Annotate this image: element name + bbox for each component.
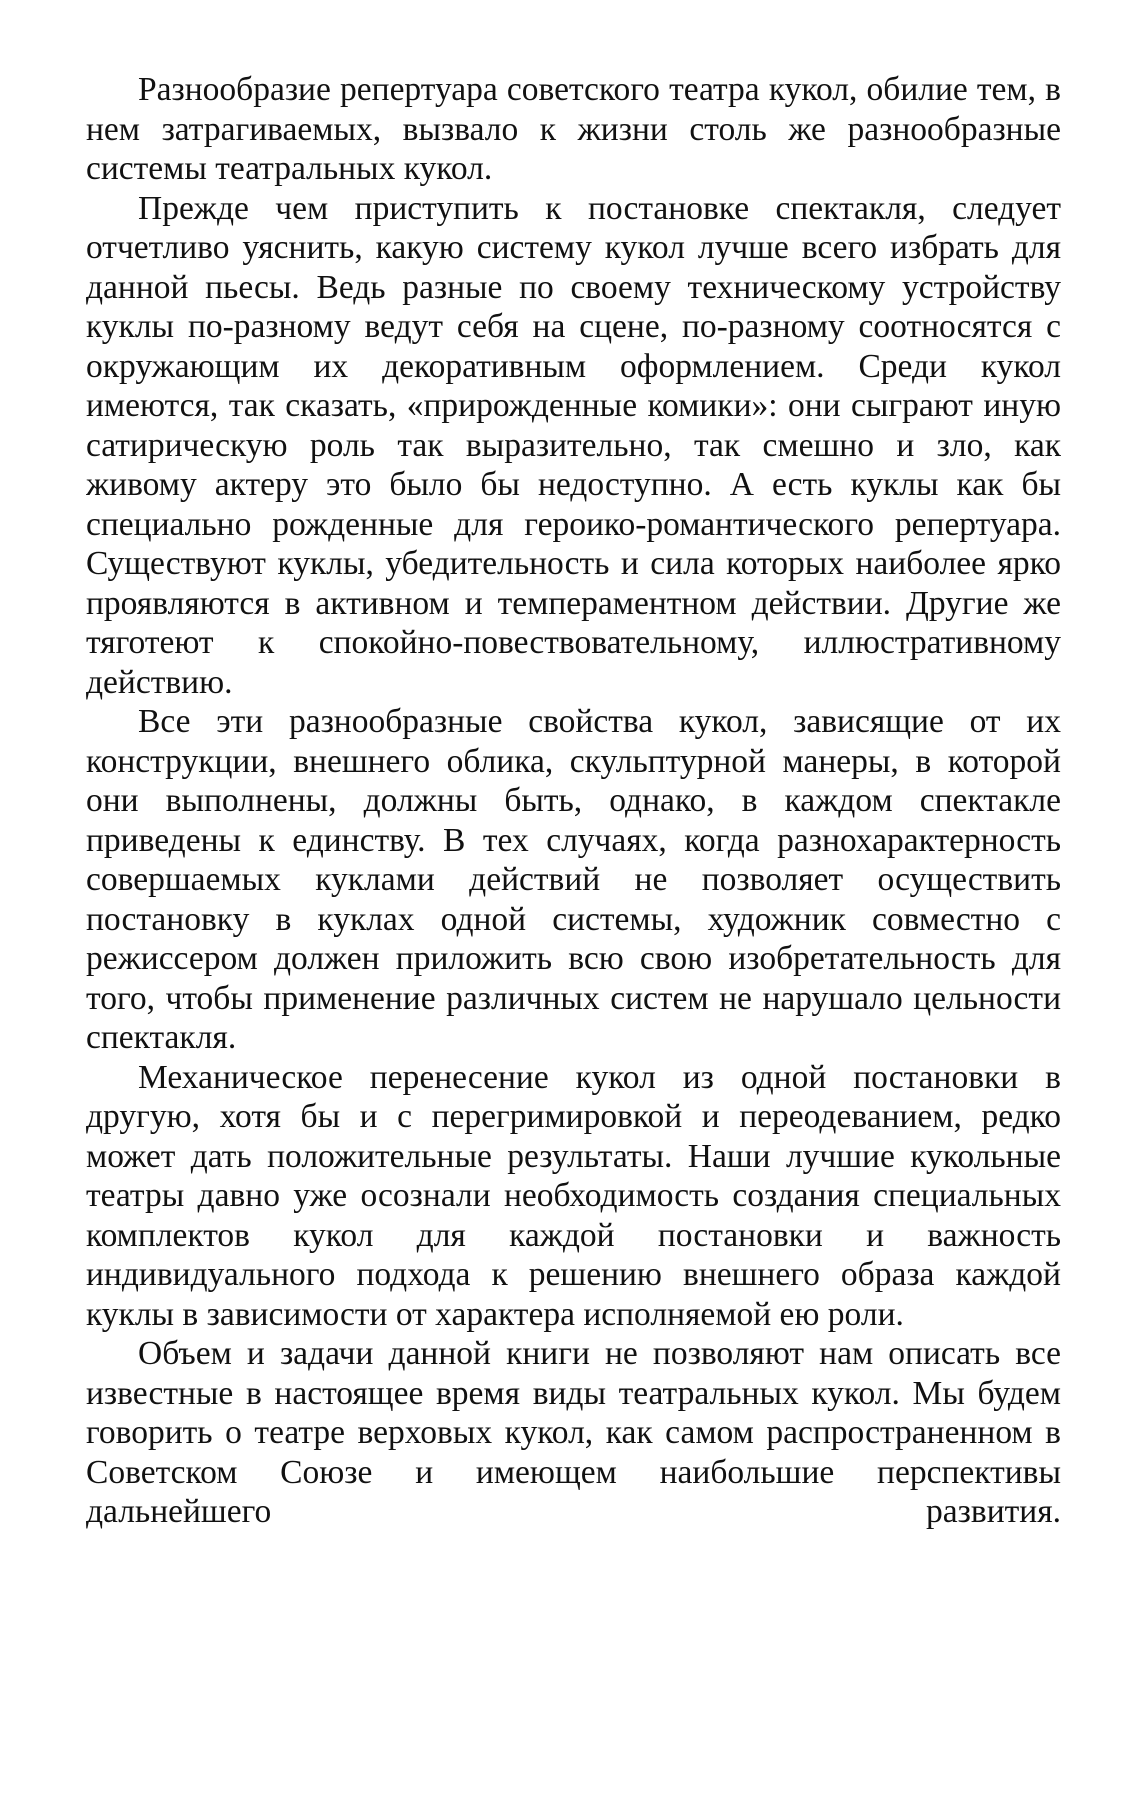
paragraph-2: Прежде чем приступить к постановке спектакля, следует отчетливо уяснить, какую систему кукол лучше всего избрать для данной пьесы. Ведь разные по своему техническому устройству куклы по-разному ведут себя на сцене, по-разному соотносятся с окружающим их декоративным оформлением. Среди кукол имеются, так сказать, «прирожденные комики»: они сыграют иную сатирическую роль так выразительно, так смешно и зло, как живому актеру это было бы недоступно. А есть куклы как бы специально рожденные для героико-романтического репертуара. Существуют куклы, убедительность и сила которых наиболее ярко проявляются в активном и темпераментном действии. Другие же тяготеют к спокойно-повествовательному, иллюстративному действию. [86, 189, 1061, 701]
book-page [86, 70, 1061, 1770]
paragraph-4: Механическое перенесение кукол из одной постановки в другую, хотя бы и с перегримировкой и переодеванием, редко может дать положительные результаты. Наши лучшие кукольные театры давно уже осознали необходимость создания специальных комплектов кукол для каждой постановки и важность индивидуального подхода к решению внешнего образа каждой куклы в зависимости от характера исполняемой ею роли. [86, 1058, 1061, 1333]
paragraph-1: Разнообразие репертуара советского театра кукол, обилие тем, в нем затрагиваемых, вызвало к жизни столь же разнообразные системы театральных кукол. [86, 71, 1061, 187]
paragraph-3: Все эти разнообразные свойства кукол, зависящие от их конструкции, внешнего облика, скульптурной манеры, в которой они выполнены, должны быть, однако, в каждом спектакле приведены к единству. В тех случаях, когда разнохарактерность совершаемых куклами действий не позволяет осуществить постановку в куклах одной системы, художник совместно с режиссером должен приложить всю свою изобретательность для того, чтобы применение различных систем не нарушало цельности спектакля. [86, 703, 1061, 1056]
paragraph-5: Объем и задачи данной книги не позволяют нам описать все известные в настоящее время виды театральных кукол. Мы будем говорить о театре верховых кукол, как самом распространенном в Советском Союзе и имеющем наибольшие перспективы дальнейшего развития. [86, 1335, 1061, 1530]
